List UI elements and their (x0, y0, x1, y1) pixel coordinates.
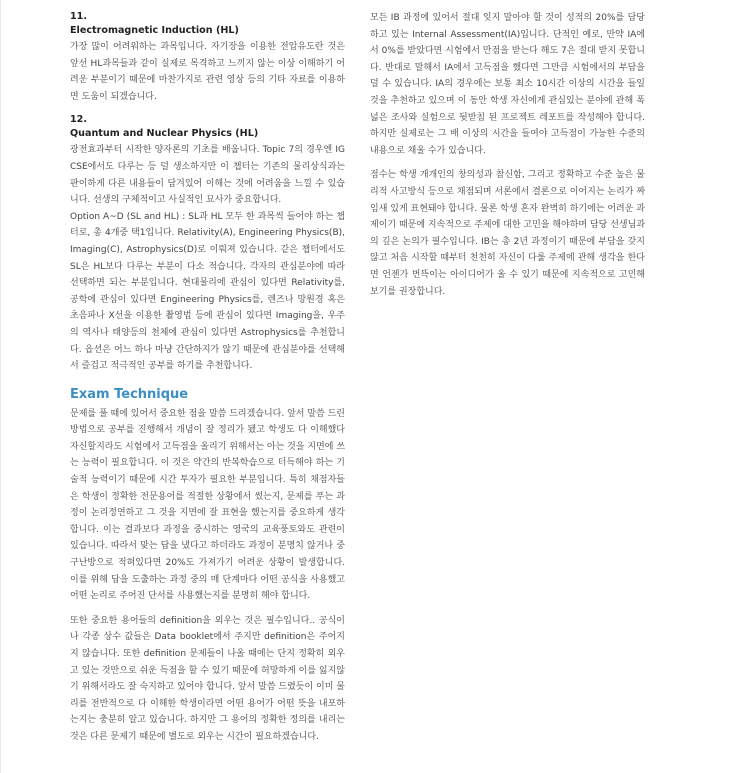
internal-assessment-paragraph-1: 모든 IB 과정에 있어서 절대 잊지 말아야 할 것이 성적의 20%를 담당하고 있는 Internal Assessment(IA)입니다. 단적인 예로, 만약 IA에서 0%를 받았다면 시험에서 만점을 받는다 해도 7은 절대 받지 못합니다. 반대로 말해서 IA에서 고득점을 했다면 그만큼 시험에서의 부담을 덜 수 있습니다. IA의 경우에는 보통 최소 10시간 이상의 시간을 들일 것을 추천하고 있으며 이 동안 학생 자신에게 관심있는 분야에 관해 폭넓은 조사와 실험으로 뒷받침 된 프로젝트 레포트를 작성해야 합니다. 하지만 실제로는 그 배 이상의 시간을 들여야 고득점이 가능한 수준의 내용으로 채울 수가 있습니다. (370, 13, 645, 156)
section-11-paragraph: 가장 많이 어려워하는 과목입니다. 자기장을 이용한 전압유도란 것은 앞선 HL과목들과 같이 실제로 목격하고 느끼지 않는 이상 이해하기 어려운 부분이기 때문에 마찬가지로 관련 영상 등의 기타 자료를 이용하면 도움이 되겠습니다. (70, 42, 345, 102)
section-11-number: 11. (70, 11, 87, 22)
exam-technique-paragraph-1: 문제를 풀 때에 있어서 중요한 점을 말씀 드리겠습니다. 앞서 말씀 드린 방법으로 공부를 진행해서 개념이 잘 정리가 됐고 학생도 다 이해했다 자신할지라도 시험에서 고득점을 올리기 위해서는 아는 것을 지면에 쓰는 능력이 필요합니다. 이 것은 약간의 반복학습으로 터득해야 하는 기술적 능력이기 때문에 시간 투자가 필요한 부분입니다. 특히 채점자들은 학생이 정확한 전문용어를 적절한 상황에서 썼는지, 문제를 푸는 과정이 논리정연하고 그 것을 지면에 잘 표현을 했는지를 중요하게 생각합니다. 이는 결과보다 과정을 중시하는 영국의 교육풍토와도 관련이 있습니다. 따라서 맞는 답을 냈다고 하더라도 과정이 분명치 않거나 중구난방으로 적혀있다면 20%도 가져가기 어려운 상황이 발생합니다. 이를 위해 답을 도출하는 과정 중의 매 단계마다 어떤 공식을 사용했고 어떤 논리로 주어진 단서를 사용했는지를 분명히 해야 합니다. (70, 408, 346, 602)
right-column (370, 10, 645, 300)
section-11-title: Electromagnetic Induction (HL) (70, 25, 239, 36)
section-12-paragraph-1: 광전효과부터 시작한 양자론의 기초를 배웁니다. Topic 7의 경우엔 IGCSE에서도 다루는 등 덜 생소하지만 이 챕터는 기존의 물리상식과는 판이하게 다른 내용들이 담겨있어 이해는 것에 어려움을 느낄 수 있습니다. 선생의 구체적이고 사실적인 묘사가 중요합니다. (70, 145, 345, 206)
section-12-number: 12. (70, 114, 87, 126)
page-edge-line (0, 0, 1, 773)
exam-technique-heading: Exam Technique (70, 386, 189, 402)
exam-technique-paragraph-2: 또한 중요한 용어들의 definition을 외우는 것은 필수입니다.. 공식이나 각종 상수 값들은 Data booklet에서 주지만 definition은 주어지지 않습니다. 또한 definition 문제들이 나올 때에는 단지 정확히 외우고 있는 것만으로 쉬운 득점을 할 수 있기 때문에 허망하게 이를 잃지않기 위해서라도 잘 숙지하고 있어야 합니다. 앞서 말씀 드렸듯이 이미 물리를 전반적으로 다 이해한 학생이라면 어떤 용어가 어떤 뜻을 내포하는지는 충분히 알고 있습니다. 하지만 그 용어의 정확한 정의를 내리는 것은 다른 문제기 때문에 별도로 외우는 시간이 필요하겠습니다. (70, 615, 345, 742)
section-12-title: Quantum and Nuclear Physics (HL) (70, 128, 259, 140)
section-12-paragraph-2: Option A~D (SL and HL) : SL과 HL 모두 한 과목씩 들어야 하는 챕터로, 총 4개중 택1입니다. Relativity(A), Engineering Physics(B), Imaging(C), Astrophysics(D)로 이뤄져 있습니다. 같은 챕터에서도 SL은 HL보다 다루는 부분이 다소 적습니다. 각자의 관심분야에 따라 선택하면 되는 부분입니다. 현대물리에 관심이 있다면 Relativity를, 공학에 관심이 있다면 Engineering Physics를, 렌즈나 망원경 혹은 초음파나 X선을 이용한 촬영법 등에 관심이 있다면 Imaging을, 우주의 역사나 태양등의 천체에 관심이 있다면 Astrophysics를 추천합니다. 옵션은 어느 하나 마냥 간단하지가 않기 때문에 관심분야를 선택해서 즐겁고 적극적인 공부를 하기를 추천합니다. (70, 211, 345, 372)
internal-assessment-paragraph-2: 점수는 학생 개개인의 창의성과 참신함, 그리고 정확하고 수준 높은 물리적 사고방식 등으로 채점되며 서론에서 결론으로 이어지는 논리가 짜임새 있게 표현돼야 합니다. 물론 학생 혼자 완벽히 하기에는 어려운 과제이기 때문에 지속적으로 주제에 대한 고민을 해야하며 담당 선생님과의 깊은 논의가 필수입니다. IB는 총 2년 과정이기 때문에 부담을 갖지 않고 처음 시작할 때부터 천천히 자신이 다룰 주제에 관해 생각을 한다면 언젠가 번뜩이는 아이디어가 올 수 있기 때문에 지속적으로 고민해보기를 권장합니다. (370, 170, 646, 297)
left-column (70, 10, 345, 746)
